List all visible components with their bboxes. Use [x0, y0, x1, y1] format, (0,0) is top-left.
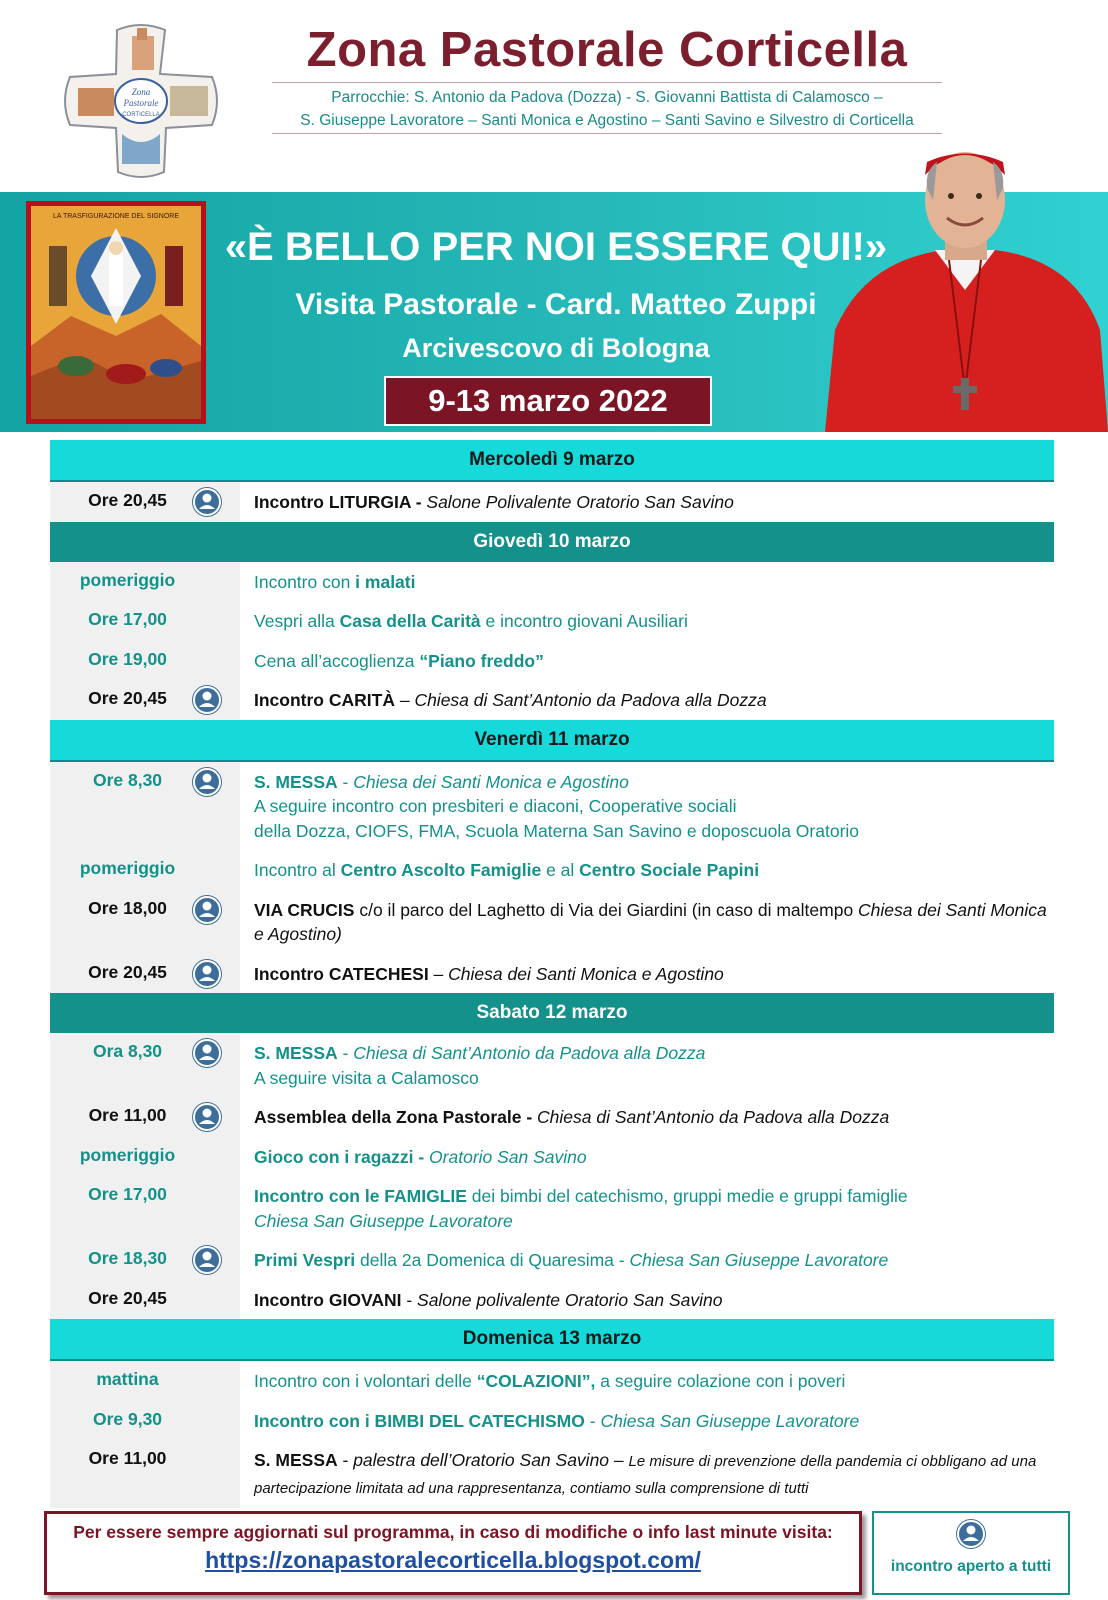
event-text: Chiesa dei Santi Monica e Agostino — [448, 963, 724, 984]
event-row — [50, 1361, 1054, 1401]
event-text: Vespri alla — [254, 611, 340, 631]
blog-link[interactable]: https://zonapastoralecorticella.blogspot.com/ — [205, 1547, 701, 1573]
event-row — [50, 1097, 1054, 1137]
event-text: Chiesa San Giuseppe Lavoratore — [629, 1250, 889, 1270]
event-time-cell — [50, 1097, 240, 1137]
person-icon — [192, 895, 222, 925]
event-time: Ore 17,00 — [88, 1184, 167, 1204]
event-text: Gioco con i ragazzi - — [254, 1146, 425, 1167]
event-text: A seguire incontro con presbiteri e diaconi, Cooperative sociali — [254, 796, 737, 816]
event-description — [240, 1097, 1054, 1137]
event-description — [240, 1033, 1054, 1097]
event-text: Le misure di prevenzione della pandemia ci obbligano ad una partecipazione limitata ad una rappresentanza, contiamo sulla comprensione di tutti — [254, 1453, 1037, 1497]
event-text: Incontro al — [254, 860, 341, 880]
event-text: - — [337, 771, 354, 792]
event-time: Ore 19,00 — [88, 648, 167, 669]
event-row — [50, 850, 1054, 890]
updates-notice-box — [44, 1511, 862, 1595]
event-time-cell — [50, 482, 240, 522]
event-text: Incontro con i volontari delle — [254, 1371, 477, 1391]
event-time: Ore 17,00 — [88, 609, 167, 629]
event-time: Ore 11,00 — [88, 1448, 167, 1468]
legend-box — [872, 1511, 1070, 1595]
event-description — [240, 562, 1054, 602]
person-icon — [192, 767, 222, 797]
day-header: Giovedì 10 marzo — [50, 522, 1054, 562]
event-description — [240, 1240, 1054, 1280]
parishes-line-1: Parrocchie: S. Antonio da Padova (Dozza) - S. Giovanni Battista di Calamosco – — [331, 89, 883, 106]
day-header: Domenica 13 marzo — [50, 1319, 1054, 1361]
event-text: Chiesa di Sant’Antonio da Padova alla Dozza — [414, 690, 767, 710]
event-text: Centro Sociale Papini — [579, 860, 760, 880]
logo-pastorale-text: Pastorale — [123, 98, 159, 108]
event-text: “COLAZIONI”, — [476, 1371, 596, 1391]
event-time-cell — [50, 850, 240, 890]
event-time-cell — [50, 641, 240, 681]
event-text: palestra dell’Oratorio San Savino — [353, 1450, 610, 1470]
event-row — [50, 641, 1054, 681]
day-header: Venerdì 11 marzo — [50, 720, 1054, 762]
updates-notice-text: Per essere sempre aggiornati sul programma, in caso di modifiche o info last minute visita: — [73, 1522, 833, 1542]
event-text: Incontro con le FAMIGLIE — [254, 1186, 467, 1206]
event-text: Salone polivalente Oratorio San Savino — [417, 1289, 723, 1310]
event-text: - — [337, 1450, 354, 1470]
event-text: A seguire visita a Calamosco — [254, 1067, 479, 1088]
event-time-cell — [50, 1176, 240, 1240]
divider — [272, 133, 942, 134]
event-description — [240, 850, 1054, 890]
event-time: Ore 18,30 — [88, 1248, 167, 1268]
cardinal-portrait — [825, 140, 1108, 432]
event-text: Casa della Carità — [339, 611, 481, 631]
divider — [272, 82, 942, 83]
transfiguration-icon-image — [31, 206, 201, 419]
event-row — [50, 1176, 1054, 1240]
event-description — [240, 1176, 1054, 1240]
visit-dates: 9-13 marzo 2022 — [384, 376, 712, 426]
event-text: Assemblea della Zona Pastorale - — [254, 1107, 533, 1127]
event-text: Incontro CARITÀ — [254, 690, 395, 710]
event-row — [50, 1137, 1054, 1177]
event-description — [240, 1137, 1054, 1177]
event-text: Salone Polivalente Oratorio San Savino — [426, 492, 734, 512]
event-text: - — [584, 1410, 601, 1431]
event-row — [50, 1280, 1054, 1320]
legend-text: incontro aperto a tutti — [890, 1558, 1052, 1575]
event-text: Oratorio San Savino — [429, 1146, 587, 1167]
event-text: - — [337, 1043, 354, 1063]
event-text: Incontro con — [254, 571, 356, 592]
event-text: - — [410, 492, 427, 512]
event-text: Chiesa San Giuseppe Lavoratore — [600, 1410, 860, 1431]
event-description — [240, 1401, 1054, 1441]
event-row — [50, 1240, 1054, 1280]
event-time: Ore 11,00 — [88, 1105, 167, 1125]
event-description — [240, 482, 1054, 522]
event-text: Chiesa dei Santi Monica e Agostino — [353, 771, 629, 792]
event-text: Chiesa di Sant’Antonio da Padova alla Dozza — [353, 1043, 706, 1063]
event-description — [240, 641, 1054, 681]
event-time-cell — [50, 1240, 240, 1280]
person-icon — [192, 685, 222, 715]
person-icon — [956, 1519, 986, 1549]
event-description — [240, 1361, 1054, 1401]
event-text: S. MESSA — [254, 771, 338, 792]
event-time-cell — [50, 1033, 240, 1097]
event-text: della Dozza, CIOFS, FMA, Scuola Materna San Savino e doposcuola Oratorio — [254, 820, 860, 841]
event-time: mattina — [96, 1369, 159, 1389]
event-time-cell — [50, 762, 240, 851]
parishes-line-2: S. Giuseppe Lavoratore – Santi Monica e Agostino – Santi Savino e Silvestro di Corticella — [300, 112, 914, 129]
event-text: – — [394, 690, 415, 710]
event-text: a seguire colazione con i poveri — [595, 1371, 846, 1391]
event-text: Chiesa dei Santi Monica e Agostino) — [254, 899, 1047, 944]
event-description — [240, 954, 1054, 994]
person-icon — [192, 1245, 222, 1275]
event-description — [240, 1280, 1054, 1320]
day-header: Sabato 12 marzo — [50, 993, 1054, 1033]
event-time-cell — [50, 562, 240, 602]
slogan-heading: «È BELLO PER NOI ESSERE QUI!» — [224, 225, 888, 269]
event-time: pomeriggio — [79, 858, 176, 878]
event-description — [240, 762, 1054, 851]
event-text: Incontro GIOVANI — [254, 1289, 402, 1310]
event-text: Incontro LITURGIA — [254, 492, 411, 512]
event-text: Incontro con i BIMBI DEL CATECHISMO — [254, 1410, 585, 1431]
day-header: Mercoledì 9 marzo — [50, 440, 1054, 482]
event-text: Centro Ascolto Famiglie — [340, 860, 542, 880]
event-row — [50, 954, 1054, 994]
event-time: Ore 18,00 — [88, 897, 167, 918]
logo-zona-text: Zona — [131, 87, 151, 97]
event-text: della 2a Domenica di Quaresima - — [355, 1250, 630, 1270]
event-row — [50, 601, 1054, 641]
event-text: – — [428, 963, 449, 984]
event-time: Ore 8,30 — [92, 769, 163, 790]
event-time: Ore 20,45 — [88, 490, 167, 510]
zona-title: Zona Pastorale Corticella — [306, 23, 908, 77]
event-row — [50, 680, 1054, 720]
event-text: Chiesa di Sant’Antonio da Padova alla Dozza — [537, 1107, 890, 1127]
event-time: Ore 20,45 — [88, 961, 167, 982]
event-text: Cena all’accoglienza — [254, 650, 420, 671]
event-time-cell — [50, 890, 240, 954]
event-time: Ore 20,45 — [88, 688, 167, 708]
event-time: Ore 20,45 — [88, 1287, 167, 1308]
event-time: pomeriggio — [79, 569, 176, 590]
event-time-cell — [50, 601, 240, 641]
event-row — [50, 890, 1054, 954]
person-icon — [192, 1038, 222, 1068]
event-row — [50, 762, 1054, 851]
event-time-cell — [50, 1401, 240, 1441]
event-text: “Piano freddo” — [419, 650, 544, 671]
event-text: dei bimbi del catechismo, gruppi medie e gruppi famiglie — [466, 1186, 908, 1206]
event-text: S. MESSA — [254, 1043, 338, 1063]
event-text: e al — [541, 860, 580, 880]
event-time-cell — [50, 954, 240, 994]
event-row — [50, 1440, 1054, 1508]
event-text: i malati — [355, 571, 416, 592]
person-icon — [192, 487, 222, 517]
event-description — [240, 601, 1054, 641]
visit-subtitle: Visita Pastorale - Card. Matteo Zuppi — [295, 288, 817, 321]
icon-caption: LA TRASFIGURAZIONE DEL SIGNORE — [52, 213, 180, 220]
event-text: S. MESSA — [254, 1450, 338, 1470]
event-row — [50, 1401, 1054, 1441]
event-text: c/o il parco del Laghetto di Via dei Giardini (in caso di maltempo — [354, 899, 859, 920]
archbishop-role: Arcivescovo di Bologna — [402, 333, 710, 363]
event-text: – — [609, 1450, 629, 1470]
event-description — [240, 680, 1054, 720]
logo-corticella-text: CORTICELLA — [122, 112, 160, 118]
person-icon — [192, 1102, 222, 1132]
event-time: pomeriggio — [79, 1144, 176, 1165]
schedule — [50, 440, 1054, 1508]
event-text: VIA CRUCIS — [254, 899, 355, 920]
event-time: Ore 9,30 — [92, 1408, 163, 1429]
event-text: e incontro giovani Ausiliari — [480, 611, 688, 631]
event-time: Ora 8,30 — [92, 1041, 163, 1061]
event-description — [240, 890, 1054, 954]
event-text: Chiesa San Giuseppe Lavoratore — [254, 1210, 513, 1231]
event-row — [50, 1033, 1054, 1097]
event-row — [50, 562, 1054, 602]
event-time-cell — [50, 680, 240, 720]
event-time-cell — [50, 1280, 240, 1320]
event-text: - — [401, 1289, 418, 1310]
event-description — [240, 1440, 1054, 1508]
event-time-cell — [50, 1440, 240, 1508]
person-icon — [192, 959, 222, 989]
event-time-cell — [50, 1137, 240, 1177]
event-row — [50, 482, 1054, 522]
zona-pastorale-logo — [62, 22, 220, 180]
event-text: Primi Vespri — [254, 1250, 356, 1270]
parishes-list — [272, 86, 942, 132]
event-time-cell — [50, 1361, 240, 1401]
event-text: Incontro CATECHESI — [254, 963, 429, 984]
